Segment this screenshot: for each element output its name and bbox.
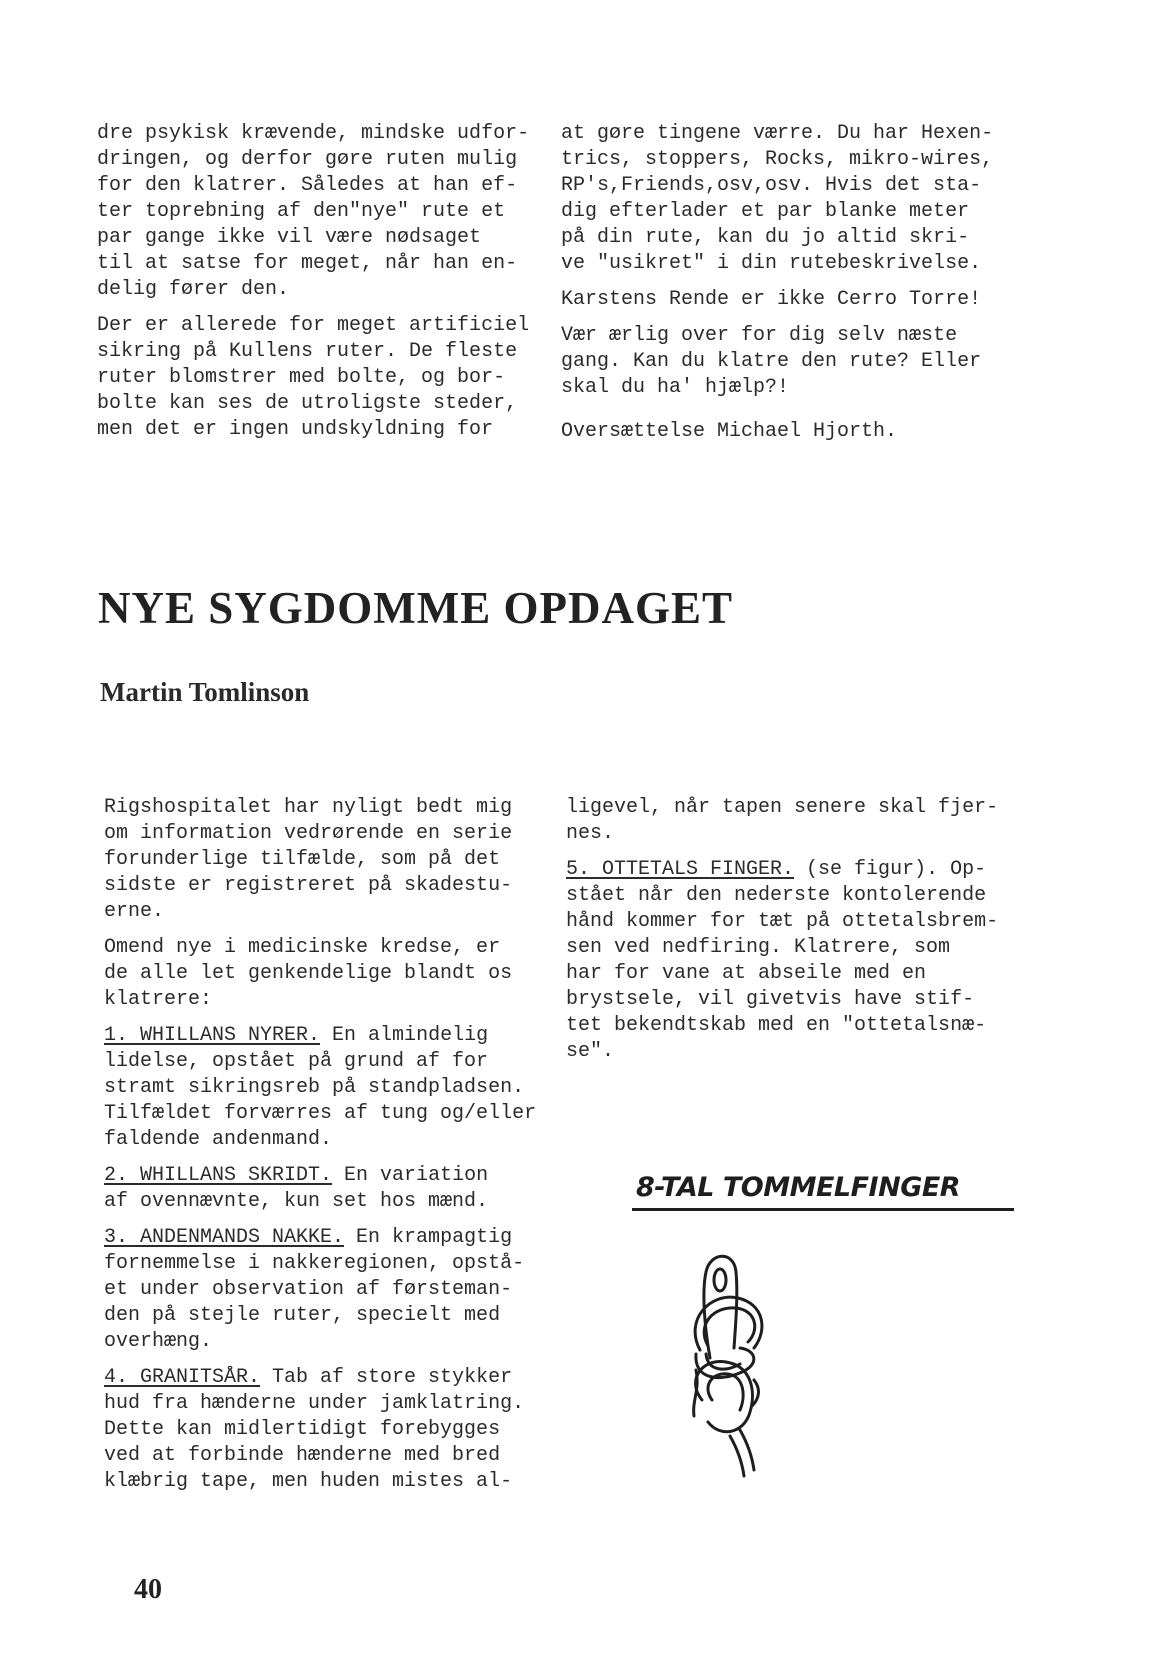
translator-credit: Oversættelse Michael Hjorth.	[561, 420, 898, 443]
text-line: om information vedrørende en serie	[104, 822, 513, 845]
text-line: hånd kommer for tæt på ottetalsbrem-	[566, 910, 999, 933]
text-line: Der er allerede for meget artificiel	[97, 314, 530, 337]
text-line: erne.	[104, 900, 165, 923]
figure-eight-knot-thumb-icon	[690, 1250, 830, 1482]
text-line: hud fra hænderne under jamklatring.	[104, 1392, 525, 1415]
text-line: sikring på Kullens ruter. De fleste	[97, 340, 518, 363]
text-line: den på stejle ruter, specielt med	[104, 1304, 501, 1327]
paragraph	[561, 287, 1011, 313]
text-line: fornemmelse i nakkeregionen, opstå-	[104, 1252, 525, 1275]
text-fragment: En almindelig	[320, 1024, 489, 1047]
paragraph	[561, 121, 1011, 277]
text-line: sen ved nedfiring. Klatrere, som	[566, 936, 951, 959]
text-line: for den klatrer. Således at han ef-	[97, 174, 518, 197]
text-line: nes.	[566, 822, 615, 845]
text-line: par gange ikke vil være nødsaget	[97, 226, 482, 249]
paragraph	[97, 121, 547, 303]
text-line	[104, 1365, 554, 1391]
text-line: stået når den nederste kontolerende	[566, 884, 987, 907]
item-heading: 1. WHILLANS NYRER.	[104, 1024, 321, 1047]
text-line	[104, 1225, 554, 1251]
text-line: dre psykisk krævende, mindske udfor-	[97, 122, 530, 145]
text-line: til at satse for meget, når han en-	[97, 252, 518, 275]
text-line: dringen, og derfor gøre ruten mulig	[97, 148, 518, 171]
text-line: se".	[566, 1040, 615, 1063]
figure-caption-rule	[632, 1208, 1014, 1211]
article-author: Martin Tomlinson	[100, 677, 310, 707]
text-fragment: (se figur). Op-	[794, 858, 987, 881]
text-fragment: En krampagtig	[344, 1226, 513, 1249]
text-line: RP's,Friends,osv,osv. Hvis det sta-	[561, 174, 982, 197]
text-line: forunderlige tilfælde, som på det	[104, 848, 501, 871]
bottom-right-column	[566, 795, 1016, 1075]
text-line: klatrere:	[104, 988, 213, 1011]
text-line: ligevel, når tapen senere skal fjer-	[566, 796, 999, 819]
text-line: at gøre tingene værre. Du har Hexen-	[561, 122, 994, 145]
text-line	[104, 1023, 554, 1049]
item-heading: 3. ANDENMANDS NAKKE.	[104, 1226, 345, 1249]
text-line: ter toprebning af den"nye" rute et	[97, 200, 506, 223]
text-line: af ovennævnte, kun set hos mænd.	[104, 1190, 489, 1213]
text-line: ruter blomstrer med bolte, og bor-	[97, 366, 506, 389]
text-line: klæbrig tape, men huden mistes al-	[104, 1470, 513, 1493]
text-line: på din rute, kan du jo altid skri-	[561, 226, 970, 249]
text-line	[566, 857, 1016, 883]
text-line: delig fører den.	[97, 278, 290, 301]
text-line: ve "usikret" i din rutebeskrivelse.	[561, 252, 982, 275]
text-line: skal du ha' hjælp?!	[561, 376, 790, 399]
bottom-left-column	[104, 795, 554, 1505]
text-line	[104, 1163, 554, 1189]
paragraph	[97, 313, 547, 443]
list-item-ottetals-finger	[566, 857, 1016, 1065]
paragraph	[566, 795, 1016, 847]
paragraph	[104, 935, 554, 1013]
paragraph	[561, 323, 1011, 401]
figure-caption: 8-TAL TOMMELFINGER	[636, 1172, 961, 1203]
list-item-whillans-nyrer	[104, 1023, 554, 1153]
text-fragment: Tab af store stykker	[260, 1366, 513, 1389]
item-heading: 2. WHILLANS SKRIDT.	[104, 1164, 333, 1187]
text-line: Vær ærlig over for dig selv næste	[561, 324, 958, 347]
page-number: 40	[134, 1574, 162, 1605]
paragraph	[104, 795, 554, 925]
text-line: ved at forbinde hænderne med bred	[104, 1444, 501, 1467]
text-line: Tilfældet forværres af tung og/eller	[104, 1102, 537, 1125]
text-line: men det er ingen undskyldning for	[97, 418, 494, 441]
text-line: Dette kan midlertidigt forebygges	[104, 1418, 501, 1441]
top-left-column	[97, 121, 547, 453]
text-line: de alle let genkendelige blandt os	[104, 962, 513, 985]
text-line: Rigshospitalet har nyligt bedt mig	[104, 796, 513, 819]
text-line: sidste er registreret på skadestu-	[104, 874, 513, 897]
list-item-granitsaar	[104, 1365, 554, 1495]
text-line: Omend nye i medicinske kredse, er	[104, 936, 501, 959]
text-line: lidelse, opstået på grund af for	[104, 1050, 489, 1073]
text-line: trics, stoppers, Rocks, mikro-wires,	[561, 148, 994, 171]
paragraph	[561, 419, 1011, 445]
article-title: NYE SYGDOMME OPDAGET	[98, 583, 734, 633]
text-line: et under observation af førsteman-	[104, 1278, 513, 1301]
text-line: gang. Kan du klatre den rute? Eller	[561, 350, 982, 373]
list-item-whillans-skridt	[104, 1163, 554, 1215]
text-line: stramt sikringsreb på standpladsen.	[104, 1076, 525, 1099]
item-heading: 4. GRANITSÅR.	[104, 1366, 261, 1389]
text-line: dig efterlader et par blanke meter	[561, 200, 970, 223]
text-line: bolte kan ses de utroligste steder,	[97, 392, 518, 415]
text-line: faldende andenmand.	[104, 1128, 333, 1151]
text-fragment: En variation	[332, 1164, 489, 1187]
text-line: tet bekendtskab med en "ottetalsnæ-	[566, 1014, 987, 1037]
text-line: har for vane at abseile med en	[566, 962, 927, 985]
text-line: brystsele, vil givetvis have stif-	[566, 988, 975, 1011]
top-right-column	[561, 121, 1011, 455]
list-item-andenmands-nakke	[104, 1225, 554, 1355]
text-line: overhæng.	[104, 1330, 213, 1353]
text-line: Karstens Rende er ikke Cerro Torre!	[561, 288, 982, 311]
item-heading: 5. OTTETALS FINGER.	[566, 858, 795, 881]
